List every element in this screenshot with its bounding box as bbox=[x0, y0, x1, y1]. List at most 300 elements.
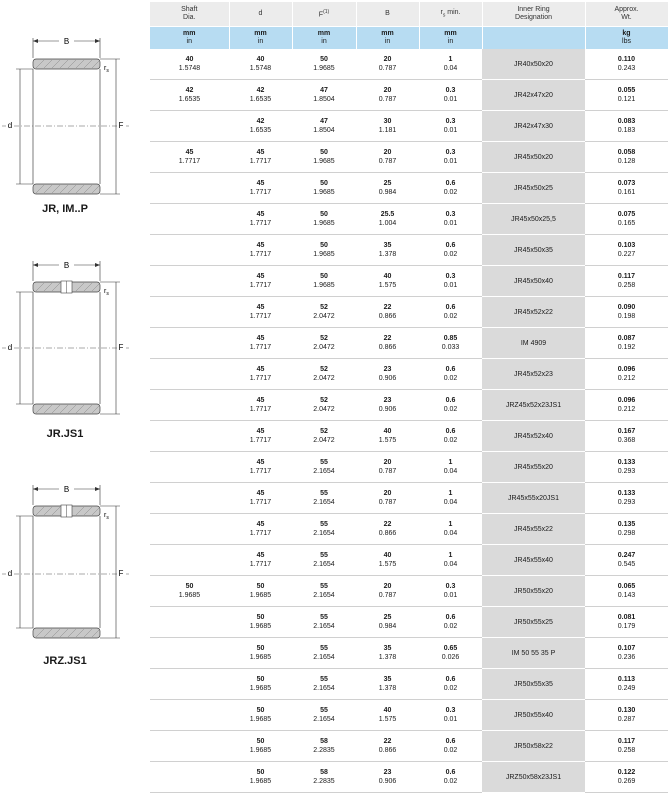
cell-d-mm: 40 bbox=[256, 56, 265, 63]
cell-designation bbox=[482, 669, 585, 700]
cell-weight-in: 0.192 bbox=[617, 344, 636, 351]
cell-b bbox=[356, 204, 419, 235]
cell-designation bbox=[482, 49, 585, 80]
cell-shaft bbox=[150, 235, 229, 266]
designation-text: JR45x50x25 bbox=[514, 184, 553, 192]
cell-b-mm: 40 bbox=[383, 552, 392, 559]
designation-text: JR50x55x40 bbox=[514, 711, 553, 719]
diagram-label-jrz-js1: JRZ.JS1 bbox=[43, 655, 87, 667]
cell-d bbox=[229, 328, 292, 359]
cell-f-in: 1.9685 bbox=[313, 251, 335, 258]
cell-rs bbox=[419, 514, 482, 545]
cell-d bbox=[229, 80, 292, 111]
cell-d-in: 1.6535 bbox=[249, 127, 272, 134]
cell-f-mm: 58 bbox=[320, 738, 328, 745]
cell-d-mm: 50 bbox=[256, 738, 265, 745]
cell-shaft bbox=[150, 545, 229, 576]
cell-f-mm: 52 bbox=[320, 366, 328, 373]
cell-d-mm: 45 bbox=[256, 366, 265, 373]
designation-text: JR45x55x20 bbox=[514, 463, 553, 471]
cell-rs-in: 0.02 bbox=[443, 406, 458, 413]
cell-d-in: 1.7717 bbox=[249, 468, 272, 475]
cell-rs bbox=[419, 49, 482, 80]
cell-designation bbox=[482, 111, 585, 142]
cell-weight-mm: 0.096 bbox=[617, 397, 636, 404]
cell-f bbox=[292, 762, 356, 793]
cell-weight bbox=[585, 483, 668, 514]
cell-f bbox=[292, 483, 356, 514]
cell-rs-mm: 1 bbox=[448, 521, 453, 528]
cell-rs-in: 0.02 bbox=[443, 375, 458, 382]
cell-d-in: 1.7717 bbox=[249, 189, 272, 196]
cell-rs bbox=[419, 483, 482, 514]
cell-weight-mm: 0.073 bbox=[617, 180, 636, 187]
cell-rs-in: 0.02 bbox=[443, 685, 458, 692]
bearing-data-table bbox=[150, 2, 668, 793]
cell-rs-mm: 0.3 bbox=[445, 707, 456, 714]
cell-rs-in: 0.04 bbox=[443, 499, 458, 506]
designation-text: JRZ50x58x23JS1 bbox=[505, 773, 562, 781]
cell-rs-in: 0.01 bbox=[443, 220, 458, 227]
cell-b bbox=[356, 142, 419, 173]
cell-shaft bbox=[150, 111, 229, 142]
diagram-d-label: d bbox=[7, 569, 13, 578]
cell-rs-in: 0.02 bbox=[443, 747, 458, 754]
cell-f-mm: 52 bbox=[320, 335, 328, 342]
cell-rs-mm: 0.6 bbox=[445, 676, 456, 683]
cell-weight-mm: 0.167 bbox=[617, 428, 636, 435]
cell-weight-in: 0.249 bbox=[617, 685, 636, 692]
diagram-jr-im-p-drawing bbox=[0, 30, 140, 230]
designation-text: JR45x50x40 bbox=[514, 277, 553, 285]
cell-f bbox=[292, 173, 356, 204]
cell-b-in: 0.787 bbox=[378, 592, 397, 599]
cell-weight-in: 0.212 bbox=[617, 406, 636, 413]
table-row bbox=[150, 762, 668, 793]
cell-rs bbox=[419, 142, 482, 173]
cell-shaft bbox=[150, 452, 229, 483]
cell-f-in: 2.1654 bbox=[313, 592, 335, 599]
cell-d-mm: 50 bbox=[256, 676, 265, 683]
cell-b-in: 0.787 bbox=[378, 468, 397, 475]
designation-text: IM 50 55 35 P bbox=[511, 649, 556, 657]
cell-b-in: 0.984 bbox=[378, 623, 397, 630]
cell-weight-mm: 0.117 bbox=[617, 738, 636, 745]
cell-f-in: 2.2835 bbox=[313, 747, 335, 754]
cell-d-mm: 50 bbox=[256, 707, 265, 714]
cell-shaft bbox=[150, 731, 229, 762]
cell-f-in: 1.9685 bbox=[313, 189, 335, 196]
cell-shaft bbox=[150, 607, 229, 638]
cell-shaft bbox=[150, 669, 229, 700]
cell-f-mm: 50 bbox=[320, 56, 328, 63]
cell-rs-mm: 1 bbox=[448, 56, 453, 63]
cell-b bbox=[356, 762, 419, 793]
cell-f-in: 2.1654 bbox=[313, 623, 335, 630]
cell-rs-in: 0.026 bbox=[441, 654, 460, 661]
cell-b bbox=[356, 731, 419, 762]
cell-d-in: 1.7717 bbox=[249, 530, 272, 537]
cell-weight-mm: 0.117 bbox=[617, 273, 636, 280]
cell-b bbox=[356, 235, 419, 266]
col-header-d: d bbox=[229, 2, 292, 27]
cell-weight bbox=[585, 421, 668, 452]
designation-text: JR45x50x20 bbox=[514, 153, 553, 161]
cell-weight-mm: 0.065 bbox=[617, 583, 636, 590]
diagram-d-label: d bbox=[7, 121, 13, 130]
cell-f bbox=[292, 576, 356, 607]
table-row bbox=[150, 700, 668, 731]
diagram-jr-js1-drawing bbox=[0, 256, 140, 426]
cell-d-in: 1.7717 bbox=[249, 282, 272, 289]
cell-b-mm: 20 bbox=[383, 583, 392, 590]
cell-f-mm: 50 bbox=[320, 149, 328, 156]
cell-d-mm: 42 bbox=[256, 87, 265, 94]
cell-b-mm: 22 bbox=[383, 335, 392, 342]
cell-designation bbox=[482, 204, 585, 235]
diagram-b-label: B bbox=[63, 261, 70, 270]
cell-rs bbox=[419, 762, 482, 793]
cell-d bbox=[229, 235, 292, 266]
cell-b-mm: 35 bbox=[383, 242, 392, 249]
diagram-jrz-js1-drawing bbox=[0, 480, 140, 650]
cell-rs bbox=[419, 576, 482, 607]
designation-text: JR50x55x25 bbox=[514, 618, 553, 626]
cell-shaft-mm: 40 bbox=[185, 56, 194, 63]
designation-text: JR45x55x22 bbox=[514, 525, 553, 533]
cell-b-mm: 25 bbox=[383, 180, 392, 187]
designation-text: JR42x47x20 bbox=[514, 91, 553, 99]
cell-d-in: 1.5748 bbox=[249, 65, 272, 72]
cell-f bbox=[292, 204, 356, 235]
cell-b-mm: 23 bbox=[383, 366, 392, 373]
cell-b-in: 0.984 bbox=[378, 189, 397, 196]
diagram-f-label: F bbox=[118, 343, 124, 352]
unit-shaft: mm in bbox=[150, 27, 229, 50]
cell-rs-in: 0.04 bbox=[443, 468, 458, 475]
cell-f bbox=[292, 638, 356, 669]
diagram-label-jr-js1: JR.JS1 bbox=[46, 428, 84, 440]
cell-b-in: 0.866 bbox=[378, 530, 397, 537]
cell-weight bbox=[585, 49, 668, 80]
cell-weight bbox=[585, 80, 668, 111]
cell-rs-in: 0.01 bbox=[443, 127, 458, 134]
cell-d-mm: 50 bbox=[256, 583, 265, 590]
cell-weight bbox=[585, 390, 668, 421]
cell-rs-mm: 0.3 bbox=[445, 273, 456, 280]
cell-weight-in: 0.198 bbox=[617, 313, 636, 320]
units-row bbox=[150, 27, 668, 50]
cell-rs-in: 0.033 bbox=[441, 344, 460, 351]
cell-weight-in: 0.545 bbox=[617, 561, 636, 568]
cell-shaft bbox=[150, 421, 229, 452]
cell-d-in: 1.7717 bbox=[249, 158, 272, 165]
cell-d-mm: 45 bbox=[256, 335, 265, 342]
cell-weight bbox=[585, 297, 668, 328]
cell-b-in: 0.906 bbox=[378, 406, 397, 413]
cell-designation bbox=[482, 638, 585, 669]
cell-f-mm: 50 bbox=[320, 211, 328, 218]
cell-rs-mm: 0.6 bbox=[445, 738, 456, 745]
cell-rs bbox=[419, 452, 482, 483]
cell-d bbox=[229, 607, 292, 638]
cell-b bbox=[356, 390, 419, 421]
cell-weight-mm: 0.103 bbox=[617, 242, 636, 249]
cell-shaft bbox=[150, 328, 229, 359]
designation-text: JR45x55x20JS1 bbox=[508, 494, 559, 502]
cell-designation bbox=[482, 142, 585, 173]
cell-d bbox=[229, 173, 292, 204]
col-header-designation: Inner Ring Designation bbox=[482, 2, 585, 27]
cell-shaft bbox=[150, 49, 229, 80]
cell-rs bbox=[419, 297, 482, 328]
cell-rs-in: 0.02 bbox=[443, 437, 458, 444]
cell-rs-mm: 0.3 bbox=[445, 583, 456, 590]
table-row bbox=[150, 731, 668, 762]
designation-text: JR45x50x25,5 bbox=[511, 215, 556, 223]
cell-b bbox=[356, 359, 419, 390]
cell-rs bbox=[419, 421, 482, 452]
cell-weight-mm: 0.083 bbox=[617, 118, 636, 125]
cell-designation bbox=[482, 452, 585, 483]
cell-weight bbox=[585, 762, 668, 793]
cell-f-in: 2.0472 bbox=[313, 406, 335, 413]
cell-d bbox=[229, 638, 292, 669]
cell-f-in: 2.0472 bbox=[313, 344, 335, 351]
cell-d bbox=[229, 731, 292, 762]
cell-rs bbox=[419, 359, 482, 390]
cell-d-in: 1.6535 bbox=[249, 96, 272, 103]
cell-d-in: 1.9685 bbox=[249, 747, 272, 754]
cell-weight-in: 0.287 bbox=[617, 716, 636, 723]
cell-shaft-mm: 45 bbox=[185, 149, 194, 156]
cell-d-mm: 45 bbox=[256, 211, 265, 218]
cell-rs-mm: 0.3 bbox=[445, 87, 456, 94]
cell-shaft bbox=[150, 80, 229, 111]
cell-weight-mm: 0.075 bbox=[617, 211, 636, 218]
cell-f bbox=[292, 607, 356, 638]
cell-b bbox=[356, 483, 419, 514]
unit-rs: mm in bbox=[419, 27, 482, 50]
cell-f bbox=[292, 452, 356, 483]
cell-b-mm: 23 bbox=[383, 397, 392, 404]
cell-weight-mm: 0.133 bbox=[617, 490, 636, 497]
cell-shaft-mm: 50 bbox=[185, 583, 194, 590]
cell-f bbox=[292, 328, 356, 359]
cell-rs bbox=[419, 111, 482, 142]
cell-rs-mm: 0.6 bbox=[445, 304, 456, 311]
unit-weight: kg lbs bbox=[585, 27, 668, 50]
cell-rs-mm: 1 bbox=[448, 490, 453, 497]
cell-d-mm: 45 bbox=[256, 149, 265, 156]
diagram-f-label: F bbox=[118, 121, 124, 130]
cell-shaft bbox=[150, 142, 229, 173]
cell-rs-in: 0.02 bbox=[443, 313, 458, 320]
col-header-weight: Approx. Wt. bbox=[585, 2, 668, 27]
cell-d-mm: 45 bbox=[256, 273, 265, 280]
cell-d-mm: 45 bbox=[256, 459, 265, 466]
cell-shaft-mm: 42 bbox=[185, 87, 194, 94]
cell-b bbox=[356, 173, 419, 204]
cell-b-in: 0.866 bbox=[378, 313, 397, 320]
cell-d-mm: 45 bbox=[256, 242, 265, 249]
cell-d-mm: 45 bbox=[256, 304, 265, 311]
cell-b-in: 0.866 bbox=[378, 747, 397, 754]
col-header-f: $F^{(1)}$ bbox=[292, 2, 356, 27]
cell-d-in: 1.7717 bbox=[249, 251, 272, 258]
cell-b-mm: 25.5 bbox=[380, 211, 395, 218]
cell-b bbox=[356, 514, 419, 545]
cell-rs-in: 0.02 bbox=[443, 623, 458, 630]
cell-rs-in: 0.01 bbox=[443, 282, 458, 289]
cell-d-mm: 42 bbox=[256, 118, 265, 125]
table-row bbox=[150, 669, 668, 700]
cell-b-mm: 22 bbox=[383, 521, 392, 528]
cell-weight bbox=[585, 514, 668, 545]
cell-b-mm: 20 bbox=[383, 87, 392, 94]
cell-weight bbox=[585, 731, 668, 762]
designation-text: JR50x55x35 bbox=[514, 680, 553, 688]
cell-rs-in: 0.02 bbox=[443, 251, 458, 258]
designation-text: JR42x47x30 bbox=[514, 122, 553, 130]
table-row bbox=[150, 235, 668, 266]
cell-f bbox=[292, 514, 356, 545]
diagram-d-label: d bbox=[7, 343, 13, 352]
designation-text: IM 4909 bbox=[520, 339, 547, 347]
cell-d-mm: 45 bbox=[256, 397, 265, 404]
cell-f-mm: 50 bbox=[320, 180, 328, 187]
cell-weight-in: 0.269 bbox=[617, 778, 636, 785]
cell-f-in: 2.1654 bbox=[313, 654, 335, 661]
cell-d-in: 1.7717 bbox=[249, 344, 272, 351]
cell-d-in: 1.9685 bbox=[249, 623, 272, 630]
diagram-label-jr-im-p: JR, IM..P bbox=[42, 203, 88, 215]
cell-rs-in: 0.02 bbox=[443, 189, 458, 196]
cell-rs-mm: 0.6 bbox=[445, 180, 456, 187]
table-row bbox=[150, 514, 668, 545]
cell-weight-in: 0.165 bbox=[617, 220, 636, 227]
cell-b bbox=[356, 700, 419, 731]
cell-f-mm: 55 bbox=[320, 459, 328, 466]
cell-rs-in: 0.04 bbox=[443, 65, 458, 72]
cell-b-in: 0.787 bbox=[378, 158, 397, 165]
cell-d-mm: 50 bbox=[256, 645, 265, 652]
cell-weight-in: 0.293 bbox=[617, 499, 636, 506]
cell-shaft-in: 1.6535 bbox=[178, 96, 201, 103]
diagram-jrz-js1 bbox=[0, 480, 140, 650]
cell-d-mm: 45 bbox=[256, 490, 265, 497]
cell-f-mm: 50 bbox=[320, 273, 328, 280]
cell-shaft bbox=[150, 483, 229, 514]
cell-d bbox=[229, 204, 292, 235]
cell-d bbox=[229, 700, 292, 731]
cell-weight-in: 0.298 bbox=[617, 530, 636, 537]
cell-f-mm: 47 bbox=[320, 87, 328, 94]
cell-b-in: 0.906 bbox=[378, 375, 397, 382]
diagram-r-label: $r_s$ bbox=[104, 65, 109, 74]
cell-d bbox=[229, 49, 292, 80]
cell-d bbox=[229, 483, 292, 514]
table-row bbox=[150, 483, 668, 514]
diagram-jr-js1 bbox=[0, 256, 140, 426]
cell-b-in: 1.004 bbox=[378, 220, 397, 227]
cell-b bbox=[356, 545, 419, 576]
diagram-jr-im-p bbox=[0, 30, 140, 230]
cell-rs bbox=[419, 80, 482, 111]
cell-d bbox=[229, 576, 292, 607]
cell-designation bbox=[482, 762, 585, 793]
cell-rs bbox=[419, 328, 482, 359]
table-row bbox=[150, 266, 668, 297]
table-row bbox=[150, 452, 668, 483]
cell-b-in: 0.787 bbox=[378, 96, 397, 103]
cell-weight bbox=[585, 204, 668, 235]
table-row bbox=[150, 297, 668, 328]
cell-weight bbox=[585, 266, 668, 297]
cell-f-in: 2.2835 bbox=[313, 778, 335, 785]
cell-d-in: 1.9685 bbox=[249, 778, 272, 785]
cell-weight-mm: 0.087 bbox=[617, 335, 636, 342]
cell-rs-in: 0.04 bbox=[443, 561, 458, 568]
cell-b-mm: 23 bbox=[383, 769, 392, 776]
designation-text: JR45x52x22 bbox=[514, 308, 553, 316]
cell-weight-mm: 0.133 bbox=[617, 459, 636, 466]
cell-b-mm: 20 bbox=[383, 149, 392, 156]
cell-f-mm: 55 bbox=[320, 676, 328, 683]
diagram-r-label: $r_s$ bbox=[104, 288, 109, 297]
cell-designation bbox=[482, 576, 585, 607]
cell-designation bbox=[482, 483, 585, 514]
designation-text: JR45x52x40 bbox=[514, 432, 553, 440]
cell-f bbox=[292, 390, 356, 421]
designation-text: JR45x50x35 bbox=[514, 246, 553, 254]
cell-rs-in: 0.01 bbox=[443, 158, 458, 165]
unit-d: mm in bbox=[229, 27, 292, 50]
cell-f bbox=[292, 545, 356, 576]
cell-b-mm: 40 bbox=[383, 707, 392, 714]
cell-f-in: 2.1654 bbox=[313, 561, 335, 568]
cell-f bbox=[292, 669, 356, 700]
cell-f bbox=[292, 111, 356, 142]
cell-b-mm: 25 bbox=[383, 614, 392, 621]
cell-b-in: 1.378 bbox=[378, 251, 397, 258]
unit-designation bbox=[482, 27, 585, 50]
cell-rs-mm: 0.3 bbox=[445, 211, 456, 218]
cell-weight-in: 0.212 bbox=[617, 375, 636, 382]
cell-shaft bbox=[150, 514, 229, 545]
cell-weight-in: 0.143 bbox=[617, 592, 636, 599]
cell-f bbox=[292, 421, 356, 452]
cell-shaft bbox=[150, 700, 229, 731]
cell-f-in: 2.0472 bbox=[313, 437, 335, 444]
table-row bbox=[150, 576, 668, 607]
cell-b-mm: 20 bbox=[383, 56, 392, 63]
cell-b-in: 0.787 bbox=[378, 499, 397, 506]
cell-f-mm: 55 bbox=[320, 707, 328, 714]
cell-b bbox=[356, 638, 419, 669]
table-row bbox=[150, 173, 668, 204]
cell-shaft bbox=[150, 390, 229, 421]
cell-rs bbox=[419, 390, 482, 421]
cell-d-in: 1.7717 bbox=[249, 406, 272, 413]
cell-weight-mm: 0.135 bbox=[617, 521, 636, 528]
cell-d bbox=[229, 266, 292, 297]
cell-f-mm: 50 bbox=[320, 242, 328, 249]
cell-f-in: 1.9685 bbox=[313, 158, 335, 165]
cell-f-mm: 55 bbox=[320, 583, 328, 590]
cell-d-mm: 45 bbox=[256, 521, 265, 528]
cell-d-mm: 45 bbox=[256, 428, 265, 435]
